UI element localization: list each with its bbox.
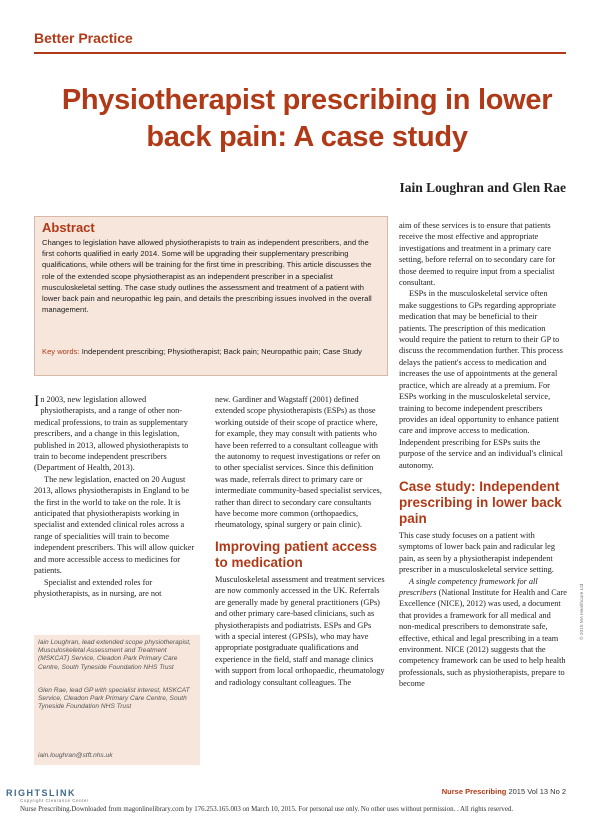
journal-issue: 2015 Vol 13 No 2 bbox=[508, 787, 566, 796]
paragraph: This case study focuses on a patient with symptoms of lower back pain and radicular leg pain, as seen by a physiotherapist independent prescriber in a musculoskeletal service setting. bbox=[399, 530, 555, 575]
rightslink-logo[interactable]: RIGHTSLINK bbox=[6, 788, 76, 798]
paragraph: Musculoskeletal assessment and treatment services are now commonly accessed in the UK. Referrals are generally made by general practitioners (GPs) and other primary care-based clinicians, such as physiotherapists and podiatrists. ESPs and GPs with a special interest (GPSIs), who may have appropriate postgraduate qualifications and experience in the field, staff and manage clinics with support from local orthopaedic, rheumatology and radiology consultant colleagues. The bbox=[215, 574, 385, 687]
copyright-notice: © 2015 MA Healthcare Ltd bbox=[580, 583, 585, 640]
section-heading: Case study: Independent prescribing in lower back pain bbox=[399, 478, 562, 526]
paragraph: aim of these services is to ensure that patients receive the most effective and appropriate investigations and treatment in a primary care setting, before referral on to secondary care for those deemed to require input from a specialist consultant. bbox=[399, 221, 556, 288]
journal-name: Nurse Prescribing bbox=[441, 787, 507, 796]
article-authors: Iain Loughran and Glen Rae bbox=[399, 180, 566, 195]
paragraph bbox=[34, 394, 200, 474]
abstract-heading: Abstract bbox=[42, 220, 95, 235]
paragraph: ESPs in the musculoskeletal service often make suggestions to GPs regarding appropriate medication that may be beneficial to their patients. The prescription of this medication would require the patient to return to their GP to discuss the recommendation further. This process delays the patient's access to medication and increases the use of appointments at the general practice, which are already at a premium. For ESPs working in the musculoskeletal service, training to become independent prescribers provides an ideal opportunity to enhance patient care and improve access to medication. Independent prescribing for ESPs suits the purpose of the service and an individual's clinical autonomy. bbox=[399, 289, 563, 470]
body-column-2 bbox=[215, 394, 385, 688]
paragraph-text: n 2003, new legislation allowed physiotherapists, and a range of other non-medical professions, to train as supplementary prescribers, and a change in this legislation, published in 2013, allowed physiotherapists to train to become independent prescribers (Department of Health, 2013). bbox=[34, 395, 189, 473]
header-rule bbox=[34, 52, 566, 54]
download-note: Nurse Prescribing.Downloaded from magonlinelibrary.com by 176.253.165.003 on March 10, 2015. For personal use only. No other uses without permission. . All rights reserved. bbox=[20, 806, 514, 813]
rightslink-logo-subtitle: Copyright Clearance Center bbox=[20, 798, 89, 803]
body-column-3 bbox=[399, 220, 567, 690]
paragraph: The new legislation, enacted on 20 August 2013, allows physiotherapists in England to be the first in the world to take on the role. It is anticipated that physiotherapists working in specialist and extended clinical roles across a range of specialities will train to become independent prescribers. This will allow quicker and more accessible access to medicines for patients. bbox=[34, 474, 195, 576]
affiliation-author-2: Glen Rae, lead GP with specialist interest, MSKCAT Service, Cleadon Park Primary Care Centre, South Tyneside Foundation NHS Trust bbox=[38, 687, 190, 711]
body-column-1 bbox=[34, 394, 200, 599]
affiliation-author-1: Iain Loughran, lead extended scope physiotherapist, Musculoskeletal Assessment and Treatment (MSKCAT) Service, Cleadon Park Primary Care Centre, South Tyneside Foundation NHS Trust bbox=[38, 639, 191, 671]
keywords-list: Independent prescribing; Physiotherapist; Back pain; Neuropathic pain; Case Study bbox=[81, 347, 362, 356]
section-label: Better Practice bbox=[34, 30, 133, 46]
keywords bbox=[42, 346, 380, 357]
author-email[interactable]: iain.loughran@stft.nhs.uk bbox=[38, 752, 113, 759]
journal-footer bbox=[442, 787, 566, 796]
italic-title: A single competency framework for all prescribers bbox=[399, 576, 538, 597]
keywords-label: Key words: bbox=[42, 347, 80, 356]
paragraph: new. Gardiner and Wagstaff (2001) defined extended scope physiotherapists (ESPs) as those working outside of their scope of practice where, for example, they may consult with patients who have been referred to a consultant colleague with the autonomy to request investigations or refer on to other specialist services. Since this definition was made, referrals direct to primary care or intermediate community-based specialist services, rather than direct to secondary care consultants have become more common (orthopaedics, rheumatology, spinal surgery or pain clinic). bbox=[215, 395, 382, 530]
drop-cap: I bbox=[34, 393, 40, 410]
abstract-text: Changes to legislation have allowed physiotherapists to train as independent prescribers, and the first cohorts qualified in early 2014. Some will be upgrading their supplementary prescribing qualifications, while others will be training for the first time in prescribing. This article discusses the role of the extended scope physiotherapist as an independent prescriber in a specialist musculoskeletal setting. The case study outlines the assessment and treatment of a patient with lower back pain and neuropathic leg pain, and details the prescribing issues involved in the overall management. bbox=[42, 238, 372, 315]
article-title: Physiotherapist prescribing in lower back pain: A case study bbox=[61, 84, 553, 153]
section-heading: Improving patient access to medication bbox=[215, 538, 378, 570]
paragraph-text: (National Institute for Health and Care Excellence (NICE), 2012) was used, a document that provides a framework for all medical and non-medical prescribers to demonstrate safe, effective, ethical and legal prescribing in a team environment. NICE (2012) suggests that the competency framework can be used to help health professionals, such as physiotherapists, prepare to become bbox=[399, 587, 567, 689]
paragraph: Specialist and extended roles for physiotherapists, as in nursing, are not bbox=[34, 577, 162, 598]
paragraph bbox=[399, 576, 567, 690]
